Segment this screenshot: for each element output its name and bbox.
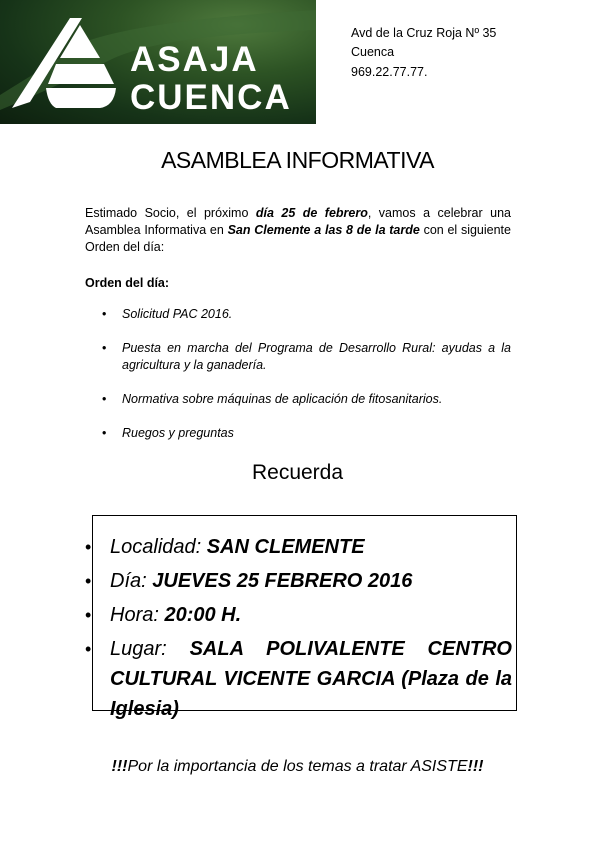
footer-text: Por la importancia de los temas a tratar ASISTE — [127, 758, 468, 775]
agenda-heading: Orden del día: — [85, 276, 170, 290]
dia-label: Día: — [110, 570, 147, 592]
page-title: ASAMBLEA INFORMATIVA — [161, 147, 434, 173]
footer-excl-close: !!! — [467, 758, 484, 775]
intro-text-3: con el siguiente Orden del día: — [85, 223, 511, 254]
agenda-item: • Ruegos y preguntas — [85, 425, 511, 442]
address-phone: 969.22.77.77. — [351, 65, 428, 79]
footer-note — [0, 758, 595, 776]
intro-paragraph — [85, 205, 511, 256]
lugar-label: Lugar: — [110, 638, 167, 660]
bullet-icon: • — [85, 537, 92, 557]
logo-text-asaja: ASAJA — [130, 40, 259, 79]
intro-text-2: , vamos a celebrar una Asamblea Informativa en — [85, 206, 511, 237]
event-details-box — [85, 515, 517, 720]
agenda-item: • Solicitud PAC 2016. — [85, 306, 511, 323]
agenda-item: • Normativa sobre máquinas de aplicación de fitosanitarios. — [85, 391, 511, 408]
dia-value: JUEVES 25 FEBRERO 2016 — [152, 570, 413, 592]
address-city: Cuenca — [351, 45, 395, 59]
bullet-icon: • — [85, 571, 92, 591]
localidad-label: Localidad: — [110, 536, 202, 558]
agenda-item: • Puesta en marcha del Programa de Desarrollo Rural: ayudas a la agricultura y la ganadería. — [85, 340, 511, 374]
bullet-icon: • — [85, 639, 92, 659]
lugar-value: SALA POLIVALENTE CENTRO CULTURAL VICENTE GARCIA (Plaza de la Iglesia) — [110, 638, 512, 720]
reminder-heading: Recuerda — [251, 461, 344, 484]
bullet-icon: • — [85, 605, 92, 625]
intro-date: día 25 de febrero — [255, 206, 368, 220]
intro-place-time: San Clemente a las 8 de la tarde — [227, 223, 420, 237]
agenda-list — [85, 306, 511, 442]
logo-text-cuenca: CUENCA — [130, 78, 292, 117]
footer-excl-open: !!! — [111, 758, 128, 775]
hora-label: Hora: — [110, 604, 159, 626]
hora-value: 20:00 H. — [164, 604, 242, 626]
localidad-value: SAN CLEMENTE — [206, 536, 365, 558]
address-street: Avd de la Cruz Roja Nº 35 — [351, 26, 497, 40]
intro-text-1: Estimado Socio, el próximo — [85, 206, 256, 220]
logo-banner — [0, 0, 316, 124]
